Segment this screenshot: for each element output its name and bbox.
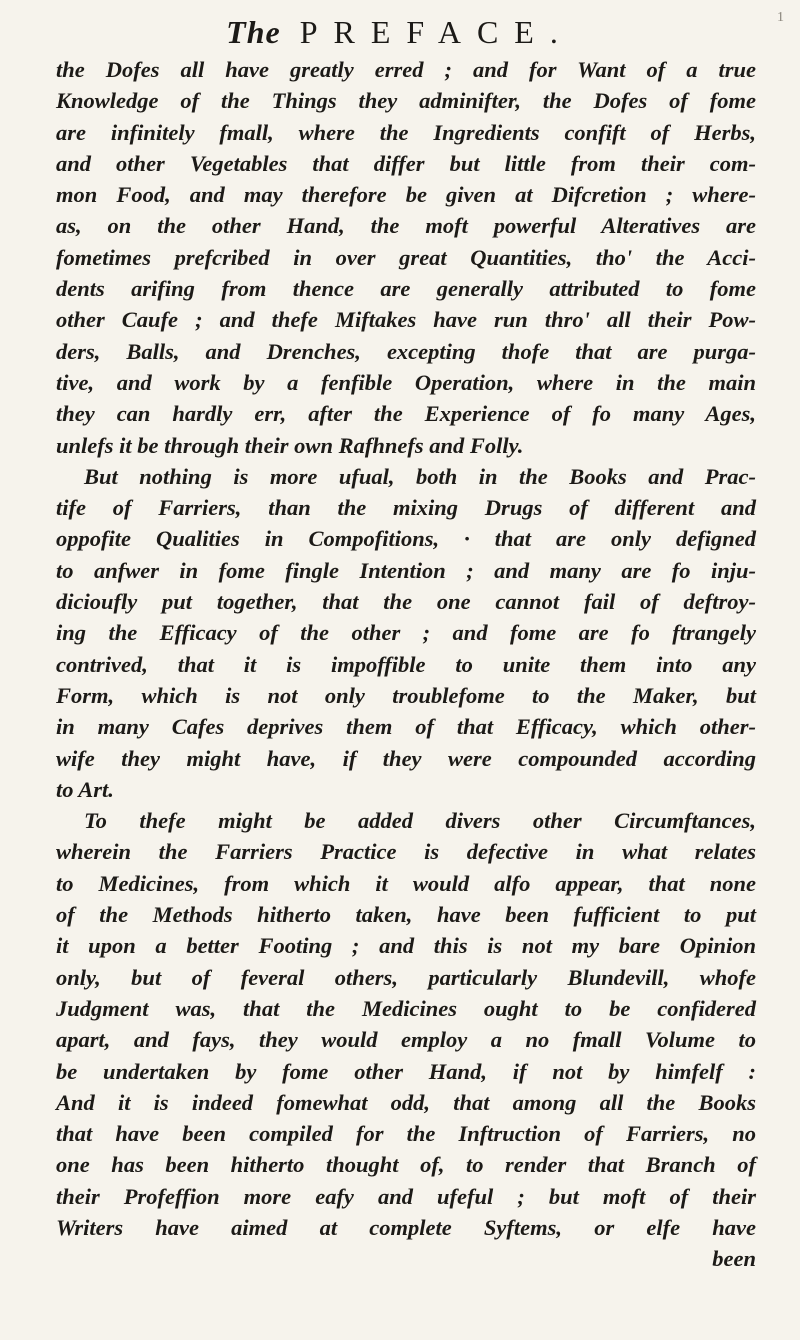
- text-line: Writers have aimed at complete Syftems, or elfe have: [56, 1214, 756, 1240]
- text-line: ders, Balls, and Drenches, excepting thofe that are purga-: [56, 338, 756, 364]
- text-line: other Caufe ; and thefe Miftakes have run thro' all their Pow-: [56, 307, 756, 333]
- text-line: tive, and work by a fenfible Operation, where in the main: [56, 369, 756, 395]
- text-line: apart, and fays, they would employ a no fmall Volume to: [56, 1027, 756, 1053]
- text-line: in many Cafes deprives them of that Efficacy, which other-: [56, 714, 756, 740]
- text-line: only, but of feveral others, particularly Blundevill, whofe: [56, 964, 756, 990]
- text-line: that have been compiled for the Inftruction of Farriers, no: [56, 1121, 756, 1147]
- text-line: the Dofes all have greatly erred ; and for Want of a true: [56, 57, 756, 82]
- text-line: To thefe might be added divers other Circumftances,: [84, 808, 756, 834]
- text-line: oppofite Qualities in Compofitions, · that are only defigned: [56, 526, 756, 552]
- text-line: unlefs it be through their own Rafhnefs and Folly.: [56, 432, 524, 458]
- text-line: are infinitely fmall, where the Ingredients confift of Herbs,: [56, 119, 756, 145]
- text-line: But nothing is more ufual, both in the Books and Prac-: [84, 463, 756, 489]
- text-line: as, on the other Hand, the moft powerful Alteratives are: [56, 213, 756, 239]
- running-head: [0, 14, 800, 51]
- text-line: dicioufly put together, that the one cannot fail of deftroy-: [56, 589, 756, 615]
- catchword: been: [712, 1246, 756, 1272]
- text-line: Judgment was, that the Medicines ought to be confidered: [56, 995, 756, 1021]
- text-line: wherein the Farriers Practice is defective in what relates: [56, 839, 756, 865]
- running-head-the: The: [226, 14, 281, 50]
- text-line: ing the Efficacy of the other ; and fome are fo ftrangely: [56, 620, 756, 646]
- text-line: tife of Farriers, than the mixing Drugs of different and: [56, 495, 756, 521]
- text-line: one has been hitherto thought of, to render that Branch of: [56, 1152, 756, 1178]
- text-line: And it is indeed fomewhat odd, that among all the Books: [56, 1089, 756, 1115]
- text-line: Knowledge of the Things they adminifter, the Dofes of fome: [56, 88, 756, 114]
- text-line: of the Methods hitherto taken, have been fufficient to put: [56, 902, 756, 928]
- text-line: and other Vegetables that differ but little from their com-: [56, 150, 756, 176]
- text-line: to Medicines, from which it would alfo appear, that none: [56, 870, 756, 896]
- running-head-preface: PREFACE.: [299, 14, 574, 50]
- text-line: fometimes prefcribed in over great Quantities, tho' the Acci-: [56, 244, 756, 270]
- text-line: wife they might have, if they were compounded according: [56, 745, 756, 771]
- text-line: it upon a better Footing ; and this is not my bare Opinion: [56, 933, 756, 959]
- text-line: to Art.: [56, 776, 114, 802]
- text-line: Form, which is not only troublefome to the Maker, but: [56, 682, 756, 708]
- page-edge-mark: 1: [777, 10, 784, 25]
- text-line: mon Food, and may therefore be given at Difcretion ; where-: [56, 182, 756, 208]
- text-line: their Profeffion more eafy and ufeful ; but moft of their: [56, 1183, 756, 1209]
- text-line: dents arifing from thence are generally attributed to fome: [56, 276, 756, 302]
- text-line: they can hardly err, after the Experience of fo many Ages,: [56, 401, 756, 427]
- text-line: to anfwer in fome fingle Intention ; and many are fo inju-: [56, 557, 756, 583]
- text-line: contrived, that it is impoffible to unite them into any: [56, 651, 756, 677]
- text-line: be undertaken by fome other Hand, if not by himfelf :: [56, 1058, 756, 1084]
- preface-body-text: [56, 54, 756, 1275]
